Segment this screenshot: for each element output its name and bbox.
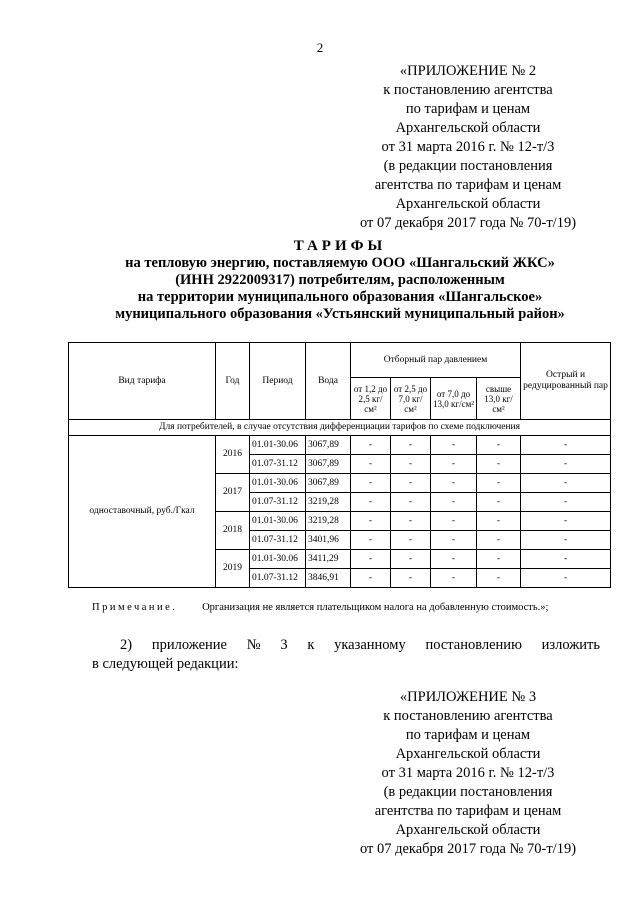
dash-cell: - — [391, 569, 431, 588]
dash-cell: - — [351, 436, 391, 455]
note-text: Организация не является плательщиком налога на добавленную стоимость.»; — [202, 602, 549, 613]
period-cell: 01.07-31.12 — [250, 493, 306, 512]
header-sharp-steam: Острый и редуцированный пар — [521, 343, 611, 420]
water-cell: 3846,91 — [306, 569, 351, 588]
period-cell: 01.01-30.06 — [250, 474, 306, 493]
dash-cell: - — [521, 531, 611, 550]
water-cell: 3219,28 — [306, 512, 351, 531]
dash-cell: - — [521, 455, 611, 474]
year-cell: 2019 — [216, 550, 250, 588]
title-line: на территории муниципального образования «Шангальское» — [137, 289, 543, 305]
appendix-2-line: по тарифам и ценам — [405, 101, 531, 117]
paragraph-word: указанному — [334, 637, 406, 653]
note — [92, 602, 622, 613]
dash-cell: - — [431, 531, 477, 550]
appendix-2-line: агентства по тарифам и ценам — [374, 177, 562, 193]
header-steam: Отборный пар давлением — [351, 343, 521, 378]
dash-cell: - — [477, 512, 521, 531]
dash-cell: - — [431, 474, 477, 493]
appendix-2-line: «ПРИЛОЖЕНИЕ № 2 — [399, 63, 537, 79]
water-cell: 3067,89 — [306, 474, 351, 493]
header-steam-sub: от 7,0 до 13,0 кг/см² — [431, 378, 477, 420]
title-line: муниципального образования «Устьянский муниципальный район» — [115, 306, 565, 322]
dash-cell: - — [521, 436, 611, 455]
dash-cell: - — [391, 550, 431, 569]
dash-cell: - — [431, 550, 477, 569]
dash-cell: - — [391, 455, 431, 474]
appendix-3-line: Архангельской области — [395, 746, 541, 762]
dash-cell: - — [351, 455, 391, 474]
paragraph — [92, 636, 600, 674]
dash-cell: - — [521, 569, 611, 588]
paragraph-word: изложить — [541, 637, 600, 653]
dash-cell: - — [351, 550, 391, 569]
period-cell: 01.07-31.12 — [250, 531, 306, 550]
dash-cell: - — [391, 512, 431, 531]
header-year: Год — [216, 343, 250, 420]
dash-cell: - — [477, 550, 521, 569]
dash-cell: - — [521, 550, 611, 569]
water-cell: 3411,29 — [306, 550, 351, 569]
dash-cell: - — [431, 436, 477, 455]
paragraph-word: к — [307, 637, 315, 653]
appendix-2-line: Архангельской области — [395, 196, 541, 212]
dash-cell: - — [521, 493, 611, 512]
appendix-3-line: (в редакции постановления — [383, 784, 553, 800]
tariff-title — [60, 238, 620, 323]
tariff-type-cell: одноставочный, руб./Гкал — [69, 436, 216, 588]
period-cell: 01.01-30.06 — [250, 436, 306, 455]
appendix-2-header — [336, 62, 600, 233]
water-cell: 3067,89 — [306, 436, 351, 455]
dash-cell: - — [477, 493, 521, 512]
header-tariff-type: Вид тарифа — [69, 343, 216, 420]
title-line: (ИНН 2922009317) потребителям, расположенным — [175, 272, 505, 288]
year-cell: 2017 — [216, 474, 250, 512]
header-period: Период — [250, 343, 306, 420]
section-note: Для потребителей, в случае отсутствия дифференциации тарифов по схеме подключения — [69, 420, 611, 436]
appendix-3-line: от 31 марта 2016 г. № 12-т/3 — [381, 765, 555, 781]
header-water: Вода — [306, 343, 351, 420]
appendix-3-line: от 07 декабря 2017 года № 70-т/19) — [359, 841, 577, 857]
note-label: Примечание. — [92, 602, 178, 613]
page-number: 2 — [316, 40, 324, 55]
appendix-3-line: агентства по тарифам и ценам — [374, 803, 562, 819]
dash-cell: - — [391, 493, 431, 512]
appendix-2-line: к постановлению агентства — [383, 82, 553, 98]
header-steam-sub: от 2,5 до 7,0 кг/см² — [391, 378, 431, 420]
appendix-2-line: от 07 декабря 2017 года № 70-т/19) — [359, 215, 577, 231]
dash-cell: - — [477, 531, 521, 550]
dash-cell: - — [391, 474, 431, 493]
appendix-2-line: Архангельской области — [395, 120, 541, 136]
water-cell: 3067,89 — [306, 455, 351, 474]
header-steam-sub: свыше 13,0 кг/см² — [477, 378, 521, 420]
dash-cell: - — [521, 474, 611, 493]
dash-cell: - — [431, 512, 477, 531]
dash-cell: - — [351, 493, 391, 512]
paragraph-line — [92, 636, 600, 655]
appendix-3-header — [336, 688, 600, 859]
year-cell: 2016 — [216, 436, 250, 474]
paragraph-word: № — [246, 637, 261, 653]
appendix-3-line: к постановлению агентства — [383, 708, 553, 724]
water-cell: 3401,96 — [306, 531, 351, 550]
appendix-2-line: (в редакции постановления — [383, 158, 553, 174]
dash-cell: - — [351, 569, 391, 588]
paragraph-word: 2) — [120, 637, 133, 653]
period-cell: 01.01-30.06 — [250, 512, 306, 531]
period-cell: 01.07-31.12 — [250, 569, 306, 588]
dash-cell: - — [521, 512, 611, 531]
dash-cell: - — [351, 474, 391, 493]
paragraph-line: в следующей редакции: — [92, 656, 239, 672]
dash-cell: - — [477, 436, 521, 455]
title-line: на тепловую энергию, поставляемую ООО «Шангальский ЖКС» — [125, 255, 555, 271]
period-cell: 01.07-31.12 — [250, 455, 306, 474]
dash-cell: - — [477, 455, 521, 474]
dash-cell: - — [351, 531, 391, 550]
appendix-3-line: по тарифам и ценам — [405, 727, 531, 743]
period-cell: 01.01-30.06 — [250, 550, 306, 569]
appendix-2-line: от 31 марта 2016 г. № 12-т/3 — [381, 139, 555, 155]
paragraph-word: 3 — [280, 637, 288, 653]
paragraph-word: постановлению — [425, 637, 522, 653]
appendix-3-line: Архангельской области — [395, 822, 541, 838]
dash-cell: - — [351, 512, 391, 531]
dash-cell: - — [431, 493, 477, 512]
dash-cell: - — [477, 569, 521, 588]
paragraph-word: приложение — [151, 637, 227, 653]
tariff-table — [68, 342, 611, 588]
tariff-table-body — [69, 436, 611, 588]
dash-cell: - — [391, 531, 431, 550]
title-heading: ТАРИФЫ — [293, 238, 387, 254]
dash-cell: - — [431, 455, 477, 474]
water-cell: 3219,28 — [306, 493, 351, 512]
table-row — [69, 436, 611, 455]
header-steam-sub: от 1,2 до 2,5 кг/см² — [351, 378, 391, 420]
dash-cell: - — [391, 436, 431, 455]
dash-cell: - — [431, 569, 477, 588]
dash-cell: - — [477, 474, 521, 493]
year-cell: 2018 — [216, 512, 250, 550]
appendix-3-line: «ПРИЛОЖЕНИЕ № 3 — [399, 689, 537, 705]
